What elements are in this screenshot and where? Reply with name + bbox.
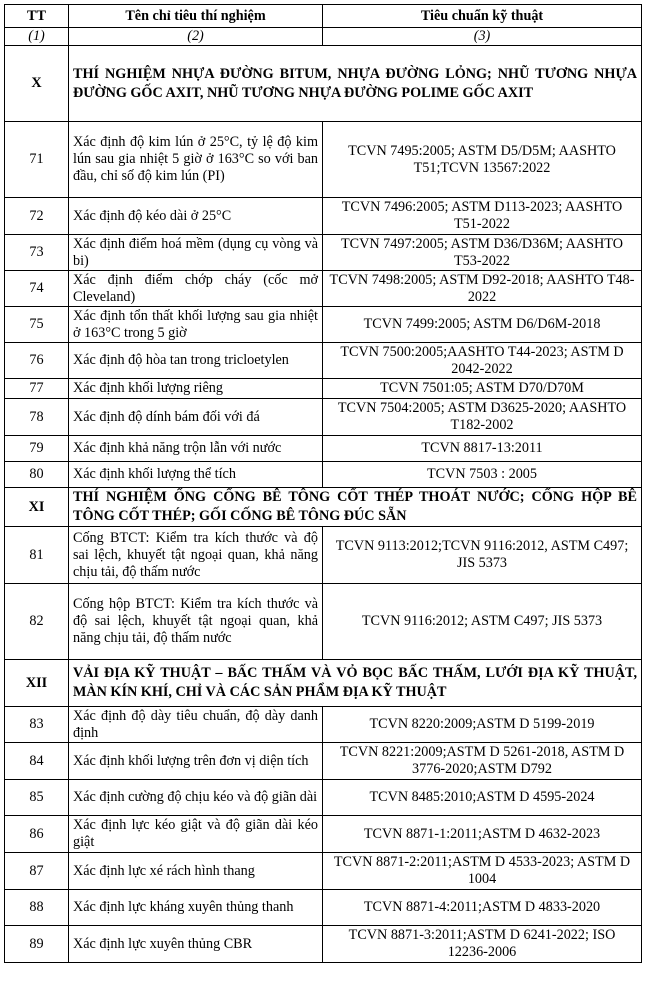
test-name: Xác định lực xuyên thủng CBR <box>69 926 323 963</box>
technical-standard: TCVN 7504:2005; ASTM D3625-2020; AASHTO T182-2002 <box>323 399 642 436</box>
test-name: Xác định điểm hoá mềm (dụng cụ vòng và bi) <box>69 235 323 271</box>
header-standard: Tiêu chuẩn kỹ thuật <box>323 5 642 28</box>
technical-standard: TCVN 8871-2:2011;ASTM D 4533-2023; ASTM D 1004 <box>323 853 642 890</box>
test-name: Xác định độ dính bám đối với đá <box>69 399 323 436</box>
table-row <box>5 853 642 890</box>
test-name: Xác định độ dày tiêu chuẩn, độ dày danh định <box>69 707 323 743</box>
table-row <box>5 743 642 780</box>
row-number: 73 <box>5 235 69 271</box>
table-row <box>5 307 642 343</box>
table-row <box>5 816 642 853</box>
row-number: 83 <box>5 707 69 743</box>
table-row <box>5 122 642 198</box>
table-row <box>5 436 642 462</box>
row-number: 87 <box>5 853 69 890</box>
technical-standard: TCVN 7500:2005;AASHTO T44-2023; ASTM D 2042-2022 <box>323 343 642 379</box>
test-name: Xác định khả năng trộn lẫn với nước <box>69 436 323 462</box>
standards-table-container <box>4 4 641 963</box>
table-row <box>5 271 642 307</box>
row-number: 72 <box>5 198 69 235</box>
row-number: 71 <box>5 122 69 198</box>
test-name: Xác định tổn thất khối lượng sau gia nhiệt ở 163°C trong 5 giờ <box>69 307 323 343</box>
row-number: 81 <box>5 527 69 584</box>
row-number: 79 <box>5 436 69 462</box>
column-number-1: (1) <box>5 28 69 46</box>
row-number: 88 <box>5 890 69 926</box>
technical-standard: TCVN 8220:2009;ASTM D 5199-2019 <box>323 707 642 743</box>
section-code: XII <box>5 660 69 707</box>
technical-standard: TCVN 8817-13:2011 <box>323 436 642 462</box>
table-body <box>5 46 642 963</box>
technical-standard: TCVN 7499:2005; ASTM D6/D6M-2018 <box>323 307 642 343</box>
table-row <box>5 198 642 235</box>
test-name: Cống BTCT: Kiểm tra kích thước và độ sai lệch, khuyết tật ngoại quan, khả năng chịu tải, độ thấm nước <box>69 527 323 584</box>
test-name: Xác định độ kim lún ở 25°C, tỷ lệ độ kim lún sau gia nhiệt 5 giờ ở 163°C so với ban đầu, chỉ số độ kim lún (PI) <box>69 122 323 198</box>
test-name: Xác định khối lượng riêng <box>69 379 323 399</box>
test-name: Xác định điểm chớp cháy (cốc mở Cleveland) <box>69 271 323 307</box>
table-row <box>5 379 642 399</box>
table-row <box>5 890 642 926</box>
technical-standard: TCVN 9113:2012;TCVN 9116:2012, ASTM C497; JIS 5373 <box>323 527 642 584</box>
technical-standard: TCVN 7496:2005; ASTM D113-2023; AASHTO T51-2022 <box>323 198 642 235</box>
header-row <box>5 5 642 28</box>
table-row <box>5 235 642 271</box>
row-number: 76 <box>5 343 69 379</box>
section-code: XI <box>5 488 69 527</box>
table-row <box>5 707 642 743</box>
section-row <box>5 660 642 707</box>
table-row <box>5 343 642 379</box>
test-name: Xác định lực xé rách hình thang <box>69 853 323 890</box>
technical-standard: TCVN 7498:2005; ASTM D92-2018; AASHTO T48-2022 <box>323 271 642 307</box>
test-name: Xác định lực kháng xuyên thủng thanh <box>69 890 323 926</box>
test-name: Xác định độ hòa tan trong tricloetylen <box>69 343 323 379</box>
table-row <box>5 462 642 488</box>
test-name: Xác định cường độ chịu kéo và độ giãn dài <box>69 780 323 816</box>
technical-standard: TCVN 9116:2012; ASTM C497; JIS 5373 <box>323 584 642 660</box>
row-number: 86 <box>5 816 69 853</box>
technical-standard: TCVN 7497:2005; ASTM D36/D36M; AASHTO T53-2022 <box>323 235 642 271</box>
row-number: 82 <box>5 584 69 660</box>
header-tt: TT <box>5 5 69 28</box>
test-name: Xác định độ kéo dài ở 25°C <box>69 198 323 235</box>
row-number: 75 <box>5 307 69 343</box>
table-row <box>5 527 642 584</box>
section-row <box>5 488 642 527</box>
test-name: Xác định khối lượng thể tích <box>69 462 323 488</box>
column-number-3: (3) <box>323 28 642 46</box>
section-title: THÍ NGHIỆM NHỰA ĐƯỜNG BITUM, NHỰA ĐƯỜNG LỎNG; NHŨ TƯƠNG NHỰA ĐƯỜNG GỐC AXIT, NHŨ TƯƠNG NHỰA ĐƯỜNG POLIME GỐC AXIT <box>69 46 642 122</box>
header-test-name: Tên chỉ tiêu thí nghiệm <box>69 5 323 28</box>
section-title: VẢI ĐỊA KỸ THUẬT – BẤC THẤM VÀ VỎ BỌC BẤC THẤM, LƯỚI ĐỊA KỸ THUẬT, MÀN KÍN KHÍ, CHỈ VÀ CÁC SẢN PHẨM ĐỊA KỸ THUẬT <box>69 660 642 707</box>
row-number: 77 <box>5 379 69 399</box>
column-number-row <box>5 28 642 46</box>
technical-standard: TCVN 8871-1:2011;ASTM D 4632-2023 <box>323 816 642 853</box>
technical-standard: TCVN 8871-3:2011;ASTM D 6241-2022; ISO 12236-2006 <box>323 926 642 963</box>
row-number: 80 <box>5 462 69 488</box>
technical-standard: TCVN 8485:2010;ASTM D 4595-2024 <box>323 780 642 816</box>
technical-standard: TCVN 7503 : 2005 <box>323 462 642 488</box>
row-number: 84 <box>5 743 69 780</box>
technical-standard: TCVN 8871-4:2011;ASTM D 4833-2020 <box>323 890 642 926</box>
technical-standard: TCVN 8221:2009;ASTM D 5261-2018, ASTM D 3776-2020;ASTM D792 <box>323 743 642 780</box>
row-number: 74 <box>5 271 69 307</box>
section-row <box>5 46 642 122</box>
section-code: X <box>5 46 69 122</box>
technical-standard: TCVN 7495:2005; ASTM D5/D5M; AASHTO T51;TCVN 13567:2022 <box>323 122 642 198</box>
table-row <box>5 584 642 660</box>
table-row <box>5 399 642 436</box>
row-number: 78 <box>5 399 69 436</box>
test-name: Cống hộp BTCT: Kiểm tra kích thước và độ sai lệch, khuyết tật ngoại quan, khả năng chịu tải, độ thấm nước <box>69 584 323 660</box>
row-number: 89 <box>5 926 69 963</box>
table-row <box>5 780 642 816</box>
standards-table <box>4 4 642 963</box>
row-number: 85 <box>5 780 69 816</box>
table-row <box>5 926 642 963</box>
test-name: Xác định khối lượng trên đơn vị diện tích <box>69 743 323 780</box>
technical-standard: TCVN 7501:05; ASTM D70/D70M <box>323 379 642 399</box>
test-name: Xác định lực kéo giật và độ giãn dài kéo giật <box>69 816 323 853</box>
section-title: THÍ NGHIỆM ỐNG CỐNG BÊ TÔNG CỐT THÉP THOÁT NƯỚC; CỐNG HỘP BÊ TÔNG CỐT THÉP; GỐI CỐNG BÊ TÔNG ĐÚC SẴN <box>69 488 642 527</box>
column-number-2: (2) <box>69 28 323 46</box>
